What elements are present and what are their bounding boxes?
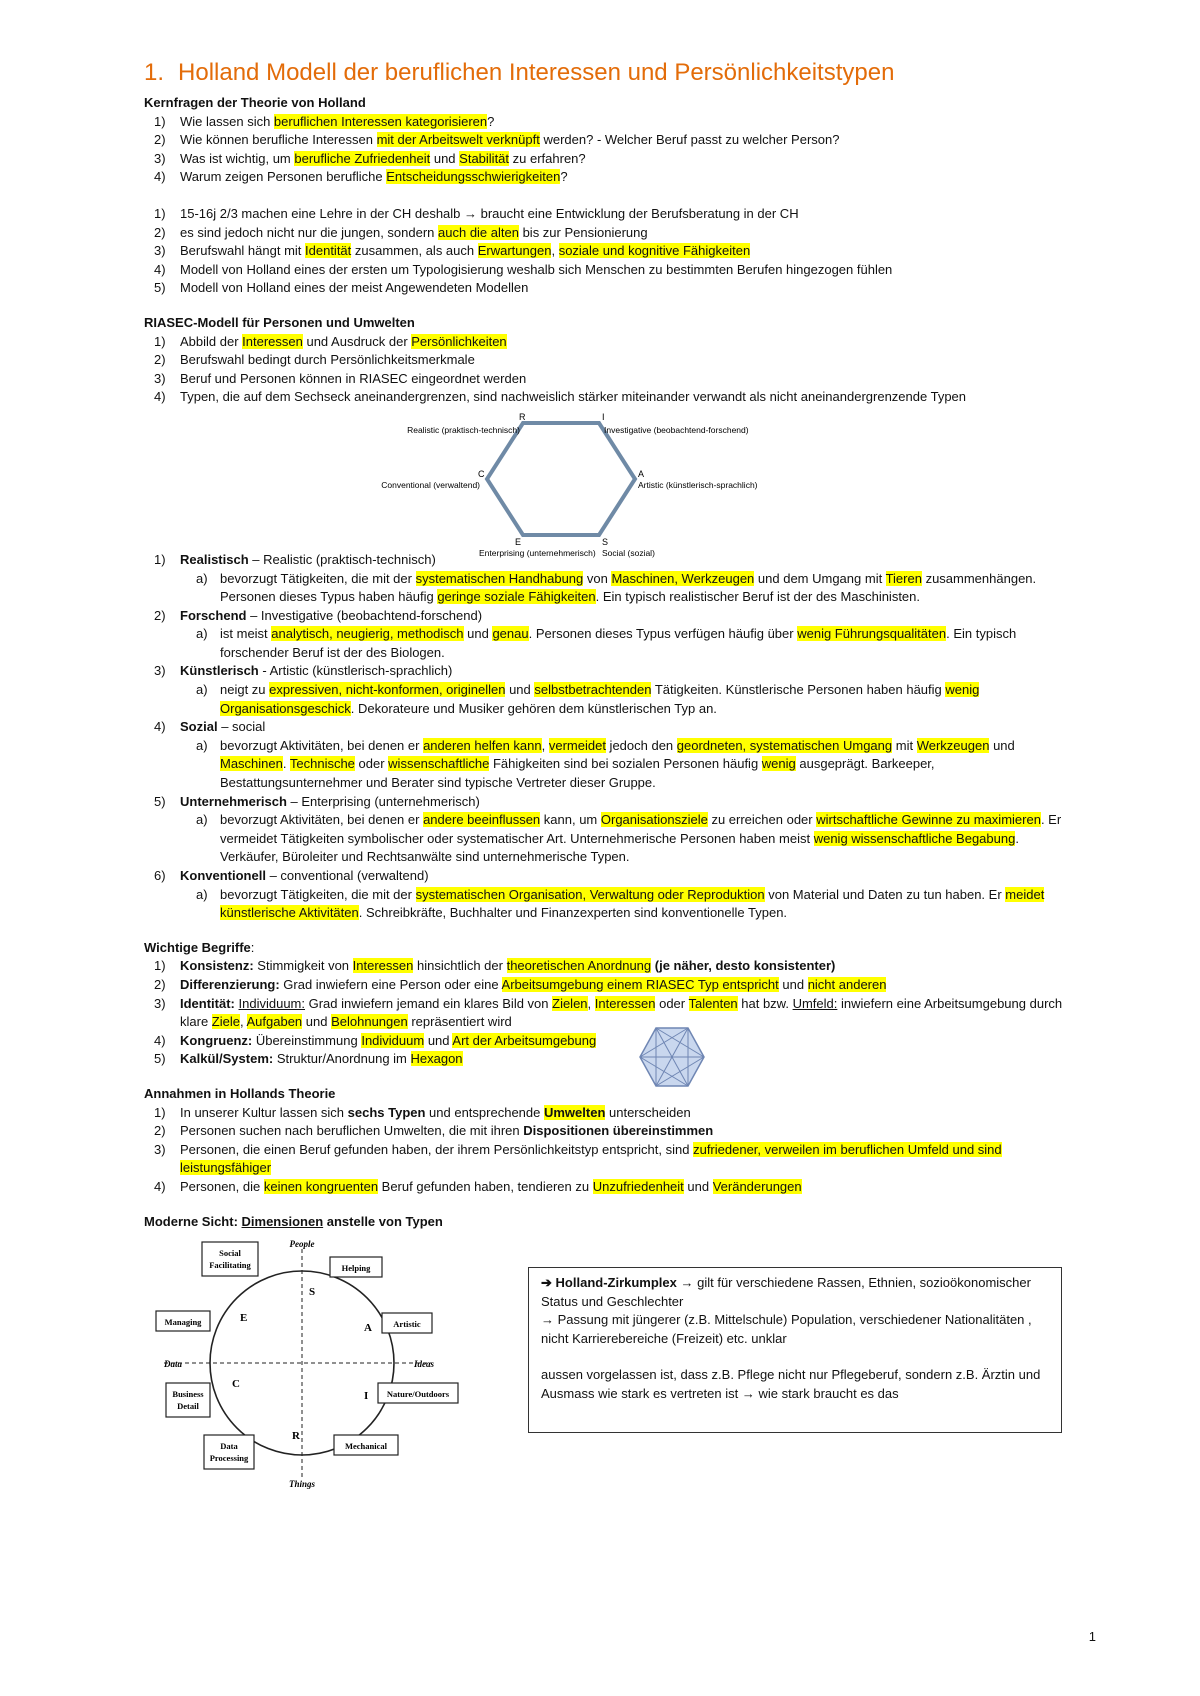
box-detail: Detail <box>177 1401 199 1412</box>
list-item: a) bevorzugt Tätigkeiten, die mit der systematischen Handhabung von Maschinen, Werkzeugen und dem Umgang mit Tieren zusammenhängen. Personen dieses Typus haben häufig geringe soziale Fähigkeiten. Ein typisch realistischer Beruf ist der des Maschinisten. <box>196 570 1037 605</box>
annahmen-list <box>144 1104 1074 1197</box>
hex-letter-r: R <box>519 411 526 422</box>
hex-letter-c: C <box>478 468 485 479</box>
hexagon-shape <box>487 423 635 535</box>
riasec-hexagon-figure <box>144 411 1074 558</box>
list-item: 4) Typen, die auf dem Sechseck aneinandergrenzen, sind nachweislich stärker miteinander verwandt als nicht aneinandergrenzende Typen <box>154 389 967 405</box>
box-helping: Helping <box>341 1263 371 1274</box>
list-item: 5) Unternehmerisch – Enterprising (unternehmerisch) a) bevorzugt Aktivitäten, bei denen er andere beeinflussen kann, um Organisationsziele zu erreichen oder wirtschaftliche Gewinne zu maximieren. Er vermeidet Tätigkeiten symbolischer oder systematischer Art. Unternehmerische Personen haben meist wenig wissenschaftliche Begabung. Verkäufer, Büroleiter und Rechtsanwälte sind unternehmerische Typen. <box>144 793 1074 867</box>
box-business: Business <box>172 1389 204 1400</box>
list-item: 4) Kongruenz: Übereinstimmung Individuum und Art der Arbeitsumgebung <box>144 1032 1074 1051</box>
hex-label-e: Enterprising (unternehmerisch) <box>479 547 596 558</box>
list-item: 3) Künstlerisch - Artistic (künstlerisch-sprachlich) a) neigt zu expressiven, nicht-konformen, originellen und selbstbetrachtenden Tätigkeiten. Künstlerische Personen haben häufig wenig Organisationsgeschick. Dekorateure und Musiker gehören dem künstlerischen Typ an. <box>144 662 1074 718</box>
hex-letter-s: S <box>602 536 609 547</box>
types-list <box>144 551 1074 923</box>
box-artistic: Artistic <box>393 1319 421 1330</box>
document-page <box>144 58 1074 1490</box>
box-line-3: aussen vorgelassen ist, dass z.B. Pflege nicht nur Pflegeberuf, sondern z.B. Ärztin und Ausmass wie stark es vertreten ist → wie stark braucht es das <box>541 1367 1041 1402</box>
moderne-heading: Moderne Sicht: Dimensionen anstelle von Typen <box>144 1213 443 1229</box>
list-item: 1) Konsistenz: Stimmigkeit von Interessen hinsichtlich der theoretischen Anordnung (je näher, desto konsistenter) <box>154 958 836 974</box>
list-item: a) bevorzugt Aktivitäten, bei denen er anderen helfen kann, vermeidet jedoch den geordneten, systematischen Umgang mit Werkzeugen und Maschinen. Technische oder wissenschaftliche Fähigkeiten sind bei sozialen Personen häufig wenig ausgeprägt. Barkeeper, Bestattungsunternehmer und Berater sind typische Vertreter dieser Gruppe. <box>196 737 1015 791</box>
facts-list <box>144 205 1074 298</box>
list-item: 3) Berufswahl hängt mit Identität zusammen, als auch Erwartungen, soziale und kognitive Fähigkeiten <box>154 243 751 259</box>
list-item: a) neigt zu expressiven, nicht-konformen, originellen und selbstbetrachtenden Tätigkeiten. Künstlerische Personen haben häufig wenig Organisationsgeschick. Dekorateure und Musiker gehören dem künstlerischen Typ an. <box>196 682 980 716</box>
circ-letter-i: I <box>364 1390 369 1403</box>
list-item: 1) 15-16j 2/3 machen eine Lehre in der CH deshalb → braucht eine Entwicklung der Berufsberatung in der CH <box>154 205 799 221</box>
list-item: 4) Sozial – social a) bevorzugt Aktivitäten, bei denen er anderen helfen kann, vermeidet jedoch den geordneten, systematischen Umgang mit Werkzeugen und Maschinen. Technische oder wissenschaftliche Fähigkeiten sind bei sozialen Personen häufig wenig ausgeprägt. Barkeeper, Bestattungsunternehmer und Berater sind typische Vertreter dieser Gruppe. <box>144 718 1074 792</box>
box-line-2: → Passung mit jüngerer (z.B. Mittelschule) Population, verschiedener Nationalitäten , nicht Karrierebereiche (Freizeit) etc. unklar <box>541 1312 1032 1346</box>
list-item: a) ist meist analytisch, neugierig, methodisch und genau. Personen dieses Typus verfügen häufig über wenig Führungsqualitäten. Ein typisch forschender Beruf ist der des Biologen. <box>196 626 1017 660</box>
riasec-heading: RIASEC-Modell für Personen und Umwelten <box>144 314 415 330</box>
hex-label-r: Realistic (praktisch-technisch) <box>407 424 520 435</box>
list-item: 3) Personen, die einen Beruf gefunden haben, der ihrem Persönlichkeitstyp entspricht, sind zufriedener, verweilen im beruflichen Umfeld und sind leistungsfähiger <box>154 1141 1002 1176</box>
list-item: 3) Beruf und Personen können in RIASEC eingeordnet werden <box>154 370 527 386</box>
circ-letter-s: S <box>309 1286 316 1299</box>
list-item: 2) Berufswahl bedingt durch Persönlichkeitsmerkmale <box>154 352 475 368</box>
list-item: 2) Wie können berufliche Interessen mit der Arbeitswelt verknüpft werden? - Welcher Beruf passt zu welcher Person? <box>154 132 840 148</box>
box-line-1: ➔ Holland-Zirkumplex → gilt für verschiedene Rassen, Ethnien, sozioökonomischer Status und Geschlechter <box>541 1275 1031 1309</box>
list-item: 3) Identität: Individuum: Grad inwiefern jemand ein klares Bild von Zielen, Interessen oder Talenten hat bzw. Umfeld: inwiefern eine Arbeitsumgebung durch klare Ziele, Aufgaben und Belohnungen repräsentiert wird <box>154 995 1063 1030</box>
list-item: a) bevorzugt Tätigkeiten, die mit der systematischen Organisation, Verwaltung oder Reproduktion von Material und Daten zu tun haben. Er meidet künstlerische Aktivitäten. Schreibkräfte, Buchhalter und Finanzexperten sind konventionelle Typen. <box>196 886 1045 921</box>
hex-label-i: Investigative (beobachtend-forschend) <box>604 424 749 435</box>
axis-things: Things <box>288 1479 316 1490</box>
list-item: a) bevorzugt Aktivitäten, bei denen er andere beeinflussen kann, um Organisationsziele zu erreichen oder wirtschaftliche Gewinne zu maximieren. Er vermeidet Tätigkeiten symbolischer oder systematischer Art. Unternehmerische Personen haben meist wenig wissenschaftliche Begabung. Verkäufer, Büroleiter und Rechtsanwälte sind unternehmerische Typen. <box>196 812 1062 865</box>
list-item: 1) Abbild der Interessen und Ausdruck der Persönlichkeiten <box>154 333 507 349</box>
circumplex-figure <box>144 1237 1074 1490</box>
begriffe-list <box>144 957 1074 1069</box>
hex-label-a: Artistic (künstlerisch-sprachlich) <box>638 479 758 490</box>
list-item: 5) Kalkül/System: Struktur/Anordnung im Hexagon <box>154 1051 463 1067</box>
box-managing: Managing <box>164 1317 202 1328</box>
list-item: 2) es sind jedoch nicht nur die jungen, sondern auch die alten bis zur Pensionierung <box>154 224 648 240</box>
box-mechanical: Mechanical <box>344 1441 388 1452</box>
list-item: 1) Realistisch – Realistic (praktisch-technisch) a) bevorzugt Tätigkeiten, die mit der systematischen Handhabung von Maschinen, Werkzeugen und dem Umgang mit Tieren zusammenhängen. Personen dieses Typus haben häufig geringe soziale Fähigkeiten. Ein typisch realistischer Beruf ist der des Maschinisten. <box>144 551 1074 607</box>
list-item: 4) Warum zeigen Personen berufliche Entscheidungsschwierigkeiten? <box>154 169 568 185</box>
page-number: 1 <box>1088 1629 1096 1644</box>
box-nature: Nature/Outdoors <box>386 1389 450 1400</box>
axis-data: Data <box>164 1359 182 1370</box>
circ-letter-a: A <box>364 1322 372 1335</box>
kernfragen-heading: Kernfragen der Theorie von Holland <box>144 95 366 110</box>
riasec-list <box>144 333 1074 407</box>
list-item: 4) Personen, die keinen kongruenten Beruf gefunden haben, tendieren zu Unzufriedenheit und Veränderungen <box>154 1178 802 1194</box>
hex-label-s: Social (sozial) <box>602 547 655 558</box>
list-item: 6) Konventionell – conventional (verwaltend) a) bevorzugt Tätigkeiten, die mit der systematischen Organisation, Verwaltung oder Reproduktion von Material und Daten zu tun haben. Er meidet künstlerische Aktivitäten. Schreibkräfte, Buchhalter und Finanzexperten sind konventionelle Typen. <box>144 867 1074 923</box>
list-item: 5) Modell von Holland eines der meist Angewendeten Modellen <box>154 280 529 296</box>
box-data: Data <box>220 1441 238 1452</box>
circ-letter-c: C <box>232 1378 240 1391</box>
circ-letter-e: E <box>240 1312 248 1325</box>
list-item: 2) Forschend – Investigative (beobachtend-forschend) a) ist meist analytisch, neugierig, methodisch und genau. Personen dieses Typus verfügen häufig über wenig Führungsqualitäten. Ein typisch forschender Beruf ist der des Biologen. <box>144 607 1074 663</box>
list-item: 2) Differenzierung: Grad inwiefern eine Person oder eine Arbeitsumgebung einem RIASEC Typ entspricht und nicht anderen <box>154 976 887 992</box>
holland-circumplex <box>144 1237 504 1490</box>
axis-people: People <box>289 1239 315 1250</box>
hex-letter-e: E <box>515 536 522 547</box>
list-item: 3) Was ist wichtig, um berufliche Zufriedenheit und Stabilität zu erfahren? <box>154 150 586 166</box>
list-item: 2) Personen suchen nach beruflichen Umwelten, die mit ihren Dispositionen übereinstimmen <box>154 1123 714 1139</box>
box-processing: Processing <box>209 1453 249 1464</box>
circumplex-notes-box <box>528 1267 1062 1433</box>
circ-letter-r: R <box>292 1430 300 1443</box>
kernfragen-list <box>144 113 1074 187</box>
box-social: Social <box>219 1248 241 1259</box>
begriffe-heading: Wichtige Begriffe: <box>144 939 255 955</box>
annahmen-heading: Annahmen in Hollands Theorie <box>144 1085 336 1101</box>
page-title: 1. Holland Modell der beruflichen Interessen und Persönlichkeitstypen <box>144 59 895 86</box>
list-item: 4) Modell von Holland eines der ersten um Typologisierung weshalb sich Menschen zu bestimmten Berufen hingezogen fühlen <box>154 261 893 277</box>
hex-letter-i: I <box>602 411 605 422</box>
box-facilitating: Facilitating <box>209 1260 251 1271</box>
axis-ideas: Ideas <box>414 1359 434 1370</box>
hex-label-c: Conventional (verwaltend) <box>381 479 480 490</box>
hex-letter-a: A <box>638 468 645 479</box>
list-item: 1) In unserer Kultur lassen sich sechs Typen und entsprechende Umwelten unterscheiden <box>154 1104 691 1120</box>
list-item: 1) Wie lassen sich beruflichen Interessen kategorisieren? <box>154 113 495 129</box>
riasec-hexagon <box>381 411 824 558</box>
